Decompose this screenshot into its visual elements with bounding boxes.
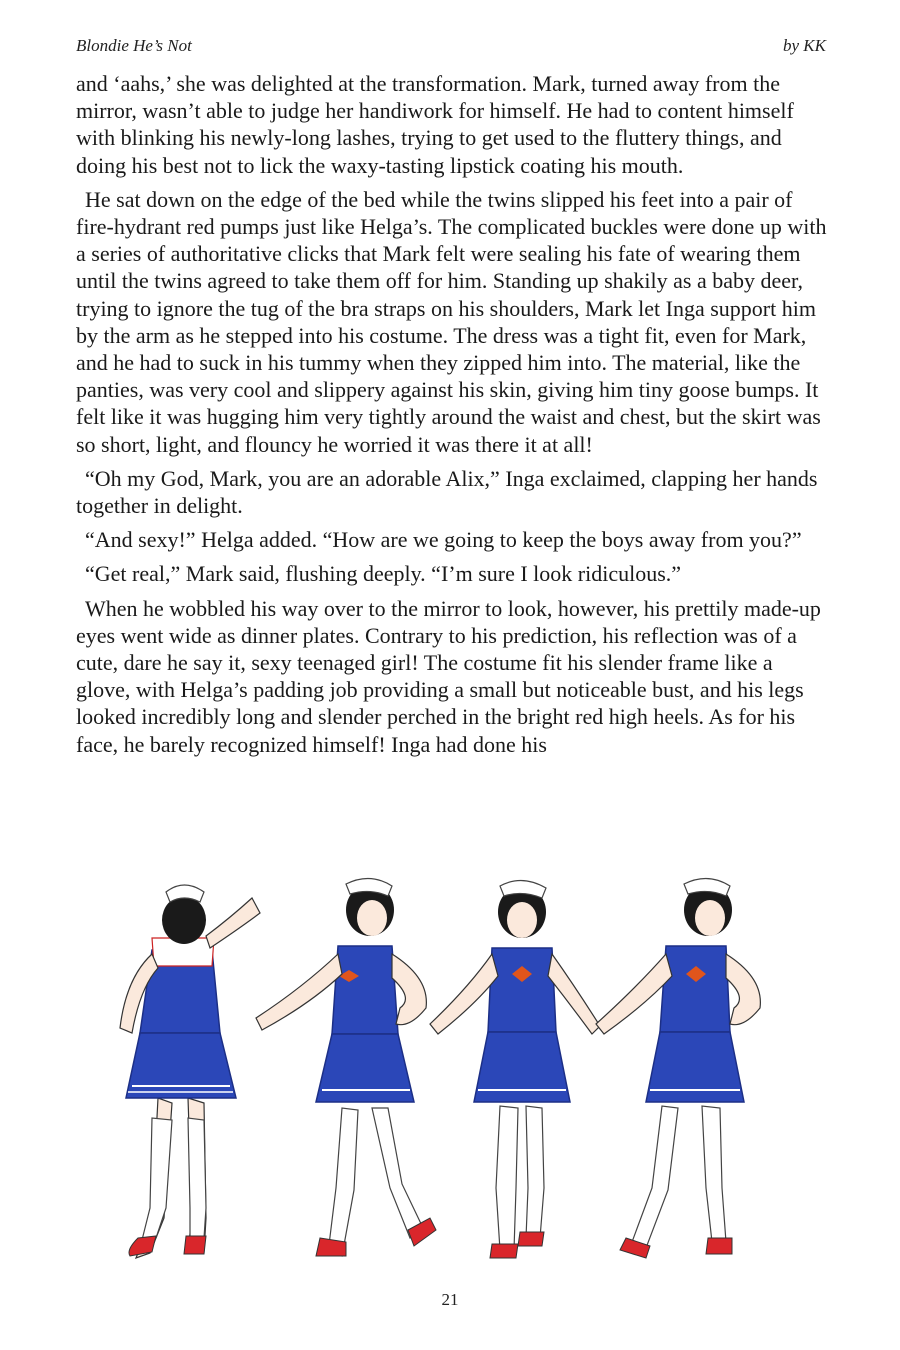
sailor-figure-front-view [430, 880, 600, 1258]
running-header [76, 36, 826, 58]
paragraph: When he wobbled his way over to the mirror to look, however, his prettily made-up eyes went wide as dinner plates. Contrary to his prediction, his reflection was of a cute, dare he say it, sexy teenaged girl! The costume fit his slender frame like a glove, with Helga’s padding job providing a small but noticeable bust, and his legs looked incredibly long and slender perched in the bright red high heels. As for his face, he barely recognized himself! Inga had done his [76, 595, 821, 757]
book-title: Blondie He’s Not [76, 36, 192, 55]
paragraph: “And sexy!” Helga added. “How are we going to keep the boys away from you?” [85, 527, 802, 553]
page-number: 21 [441, 1290, 459, 1309]
paragraph: “Oh my God, Mark, you are an adorable Alix,” Inga exclaimed, clapping her hands together in delight. [76, 465, 818, 519]
paragraph: “Get real,” Mark said, flushing deeply. “I’m sure I look ridiculous.” [85, 561, 682, 587]
body-text [76, 70, 828, 765]
sailor-figure-three-quarter [256, 878, 436, 1256]
paragraph: He sat down on the edge of the bed while the twins slipped his feet into a pair of fire-hydrant red pumps just like Helga’s. The complicated buckles were done up with a series of authoritative clicks that Mark felt were sealing his fate of wearing them until the twins agreed to take them off for him. Standing up shakily as a baby deer, trying to ignore the tug of the bra straps on his shoulders, Mark let Inga support him by the arm as he stepped into his costume. The dress was a tight fit, even for Mark, and he had to suck in his tummy when they zipped him into. The material, like the panties, was very cool and slippery against his skin, giving him tiny goose bumps. It felt like it was hugging him very tightly around the waist and chest, but the skirt was so short, light, and flouncy he worried it was there it at all! [76, 186, 827, 457]
author-credit: by KK [783, 36, 826, 55]
sailor-figure-back-view [120, 885, 260, 1258]
sailor-figure-side-view [596, 878, 760, 1258]
sailor-costume-illustration [80, 858, 820, 1274]
paragraph: and ‘aahs,’ she was delighted at the transformation. Mark, turned away from the mirror, wasn’t able to judge her handiwork for himself. He had to content himself with blinking his newly-long lashes, trying to get used to the fluttery things, and doing his best not to lick the waxy-tasting lipstick coating his mouth. [76, 71, 794, 178]
